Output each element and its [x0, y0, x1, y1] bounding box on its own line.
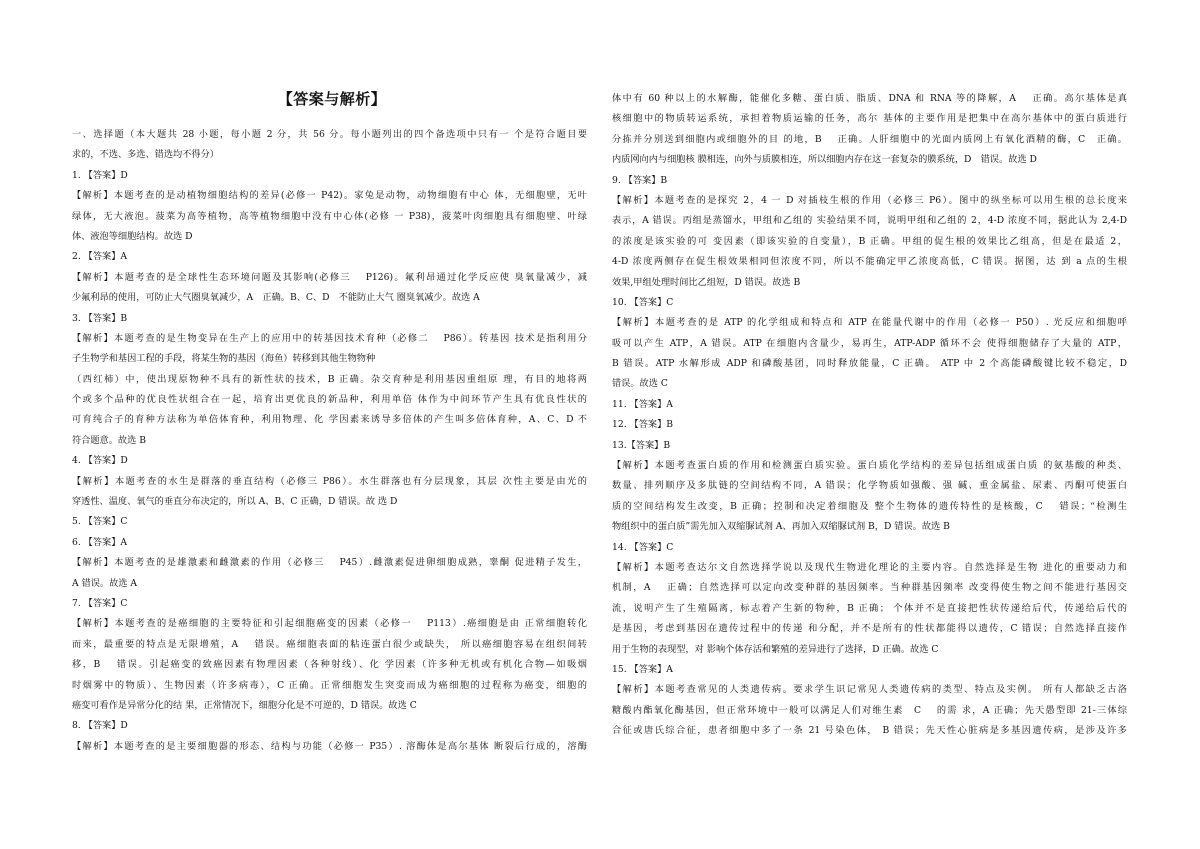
text-line: 12. 【答案】B — [612, 419, 674, 431]
text-line: 是基因，考虑到基因在遗传过程中的传递 和分配，并不是所有的性状都能得以遗传，C 错误；自然选择直接作 — [612, 623, 1127, 635]
text-line: 【解析】本题考查的是生物变异在生产上的应用中的转基因技术育种（必修二 P86）。转基因 技术是指利用分 — [72, 332, 587, 344]
text-line: 11. 【答案】A — [612, 398, 673, 410]
text-line: 【解析】本题考查的水生是群落的垂直结构（必修三 P86）。水生群落也有分层现象，其层 次性主要是由光的 — [72, 475, 587, 487]
text-line: 3. 【答案】B — [72, 312, 128, 324]
text-line: 求的，不选、多选、错选均不得分） — [72, 149, 219, 161]
text-line: 内质网向内与细胞核 膜相连，向外与质膜相连，所以细胞内存在这一套复杂的膜系统，D 错误。故选 D — [612, 154, 1037, 166]
text-line: 数量、排列顺序及多肽链的空间结构不同，A 错误；化学物质如强酸、强 碱、重金属盐、尿素、丙酮可使蛋白 — [612, 480, 1127, 492]
text-line: 物组织中的蛋白质”需先加入双缩脲试剂 A、再加入双缩脲试剂 B，D 错误。故选 B — [612, 521, 950, 533]
text-line: 1. 【答案】D — [72, 169, 128, 181]
text-line: 符合题意。故选 B — [72, 434, 146, 446]
text-line: 【解析】本题考查达尔文自然选择学说以及现代生物进化理论的主要内容。自然选择是生物 进化的重要动力和 — [612, 561, 1127, 573]
text-line: 可育纯合子的育种方法称为单倍体育种，利用物理、化 学因素来诱导多倍体的产生叫多倍体育种，A、C、D 不 — [72, 414, 587, 426]
text-line: 7. 【答案】C — [72, 597, 128, 609]
text-line: （西红柿）中，使出现原物种不具有的新性状的技术，B 正确。杂交育种是利用基因重组原 理，有目的地将两 — [72, 373, 587, 385]
text-line: 2. 【答案】A — [72, 251, 128, 263]
text-line: 14. 【答案】C — [612, 541, 674, 553]
text-line: 4-D 浓度两侧存在促生根效果相同但浓度不同，所以不能确定甲乙浓度高低，C 错误。据图，达 到 a 点的生根 — [612, 256, 1127, 268]
text-line: 【解析】本题考查常见的人类遗传病。要求学生识记常见人类遗传病的类型、特点及实例。 所有人都缺乏古洛 — [612, 684, 1127, 696]
text-line: 一、选择题（本大题共 28 小题，每小题 2 分，共 56 分。每小题列出的四个备选项中只有一 个是符合题目要 — [72, 129, 587, 140]
text-line: 【解析】本题考查的是动植物细胞结构的差异(必修一 P42)。家兔是动物，动物细胞有中心 体，无细胞壁，无叶 — [72, 190, 587, 202]
text-line: 【解析】本题考查的是主要细胞器的形态、结构与功能（必修一 P35）. 溶酶体是高尔基体 断裂后行成的，溶酶 — [72, 740, 587, 752]
text-line: 核细胞中的物质转运系统，承担着物质运输的任务，高尔 基体的主要作用是把集中在高尔基体中的蛋白质进行 — [612, 113, 1127, 125]
text-line: 体中有 60 种以上的水解酶，能催化多糖、蛋白质、脂质、DNA 和 RNA 等的降解，A 正确。高尔基体是真 — [612, 93, 1127, 104]
text-line: 绿体，无大液泡。菠菜为高等植物，高等植物细胞中没有中心体(必修 一 P38)，菠菜叶肉细胞具有细胞壁、叶绿 — [72, 210, 587, 222]
right-text-lines — [612, 89, 1127, 742]
text-line: 时烟雾中的物质）、生物因素（许多病毒），C 正确。正常细胞发生突变而成为癌细胞的过程称为癌变，细胞的 — [72, 679, 587, 691]
text-line: 分拣并分别送到细胞内或细胞外的目 的地，B 正确。人肝细胞中的光面内质网上有氧化酒精的酶，C 正确。 — [612, 133, 1127, 145]
text-line: 子生物学和基因工程的手段，将某生物的基因（海鱼）转移到其他生物物种 — [72, 353, 376, 365]
text-line: 效果,甲组处理时间比乙组短，D 错误。故选 B — [612, 276, 801, 288]
text-line: 【解析】本题考查蛋白质的作用和检测蛋白质实验。蛋白质化学结构的差异包括组成蛋白质 的氨基酸的种类、 — [612, 460, 1127, 472]
text-line: 表示，A 错误。丙组是蒸馏水，甲组和乙组的 实验结果不同，说明甲组和乙组的 2，4-D 浓度不同，据此认为 2,4-D — [612, 215, 1127, 227]
text-line: 体、液泡等细胞结构。故选 D — [72, 230, 193, 242]
text-line: 【解析】本题考查的是雄激素和雌激素的作用（必修三 P45）.雌激素促进卵细胞成熟，睾酮 促进精子发生， — [72, 557, 587, 569]
text-line: 糖酸内酯氧化酶基因，但正常环境中一般可以满足人们对维生素 C 的需 求，A 正确；先天愚型即 21-三体综 — [612, 704, 1127, 716]
text-line: 5. 【答案】C — [72, 516, 128, 528]
text-line: 合征或唐氏综合征，患者细胞中多了一条 21 号染色体， B 错误；先天性心脏病是多基因遗传病，是涉及许多 — [612, 725, 1127, 737]
left-text-lines — [72, 125, 587, 757]
text-line: 机制，A 正确；自然选择可以定向改变种群的基因频率。当种群基因频率 改变得使生物之间不能进行基因交 — [612, 582, 1127, 594]
text-line: 的浓度是该实验的可 变因素（即该实验的自变量），B 正确。甲组的促生根的效果比乙组高，但是在最适 2， — [612, 235, 1127, 247]
text-line: 错误。故选 C — [612, 378, 668, 390]
text-line: 质的空间结构发生改变，B 正确；控制和决定着细胞及 整个生物体的遗传特性的是核酸，C 错误；“检测生 — [612, 500, 1127, 512]
text-line: 15. 【答案】A — [612, 663, 673, 675]
text-line: 移，B 错误。引起癌变的致癌因素有物理因素（各种射线）、化 学因素（许多种无机或有机化合物—如吸烟 — [72, 659, 587, 671]
text-line: 流，说明产生了生殖隔离，标志着产生新的物种，B 正确； 个体并不是直接把性状传递给后代，传递给后代的 — [612, 602, 1127, 614]
text-line: 【解析】本题考查的是癌细胞的主要特征和引起细胞癌变的因素（必修一 P113）.癌细胞是由 正常细胞转化 — [72, 618, 587, 630]
text-line: B 错误。ATP 水解形成 ADP 和磷酸基团，同时释放能量，C 正确。 ATP 中 2 个高能磷酸键比较不稳定，D — [612, 358, 1127, 370]
text-line: 而来，最重要的特点是无限增殖，A 错误。癌细胞表面的粘连蛋白很少或缺失， 所以癌细胞容易在组织间转 — [72, 638, 587, 650]
text-line: 少氟利昂的使用，可防止大气圈臭氧减少，A 正确。B、C、D 不能防止大气 圈臭氧减少。故选 A — [72, 292, 480, 304]
text-line: 6. 【答案】A — [72, 536, 128, 548]
text-line: 穿透性、温度、氧气的垂直分布决定的，所以 A、B、C 正确，D 错误。故 选 D — [72, 496, 398, 508]
text-line: 10. 【答案】C — [612, 296, 674, 308]
text-line: 【解析】本题考查的是全球性生态环境问题及其影响(必修三 P126)。氟利昂通过化学反应使 臭氧量减少，减 — [72, 271, 587, 283]
text-line: A 错误。故选 A — [72, 577, 138, 589]
page-title: 【答案与解析】 — [277, 90, 387, 108]
text-line: 癌变可看作是异常分化的结 果，正常情况下，细胞分化是不可逆的，D 错误。故选 C — [72, 699, 417, 711]
text-line: 【解析】本题考查的是 ATP 的化学组成和特点和 ATP 在能量代谢中的作用（必修一 P50）. 光反应和细胞呼 — [612, 317, 1127, 329]
text-line: 8. 【答案】D — [72, 720, 128, 732]
text-line: 用于生物的表现型，对 影响个体存活和繁殖的差异进行了选择，D 正确。故选 C — [612, 643, 939, 655]
text-line: 13.【答案】B — [612, 439, 671, 451]
text-line: 吸可以产生 ATP，A 错误。ATP 在细胞内含量少，易再生，ATP-ADP 循环不会 使得细胞储存了大量的 ATP， — [612, 337, 1127, 349]
text-line: 4. 【答案】D — [72, 455, 128, 467]
text-line: 9. 【答案】B — [612, 174, 668, 186]
text-line: 【解析】本题考查的是探究 2，4 一 D 对插枝生根的作用（必修三 P6）。图中的纵坐标可以用生根的总长度来 — [612, 194, 1127, 206]
text-line: 个或多个品种的优良性状组合在一起，培育出更优良的新品种，利用单倍 体作为中间环节产生具有优良性状的 — [72, 394, 587, 406]
